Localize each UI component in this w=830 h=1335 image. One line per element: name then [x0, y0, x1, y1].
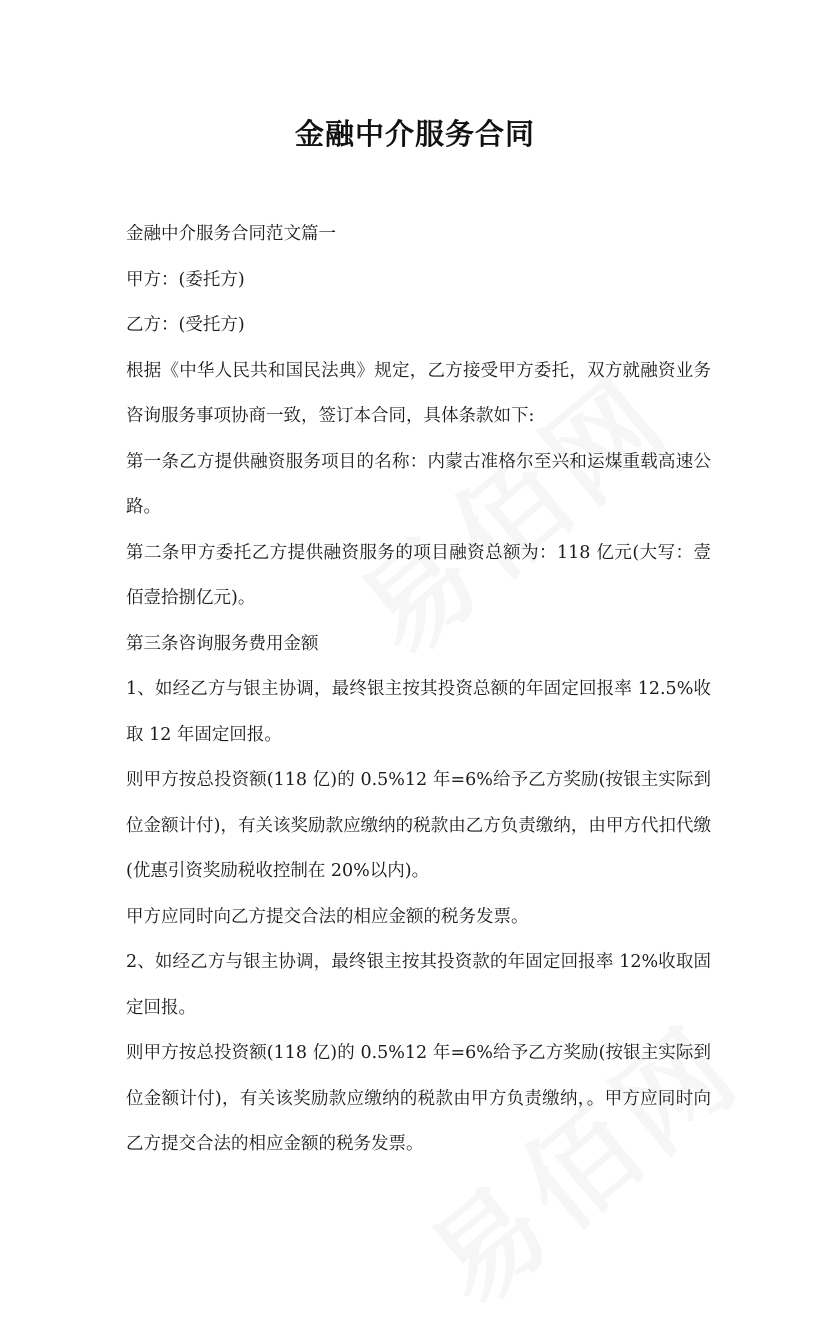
paragraph-article-3: 第三条咨询服务费用金额: [126, 633, 319, 654]
paragraph-clause-2-detail: 则甲方按总投资额(118 亿)的 0.5%12 年=6%给予乙方奖励(按银主实际到位金额计付)，有关该奖励款应缴纳的税款由甲方负责缴纳，。甲方应同时向乙方提交合法的相应金额的税务发票。: [126, 1043, 711, 1154]
paragraph-heading: 金融中介服务合同范文篇一: [126, 224, 336, 244]
paragraph-clause-1: 1、如经乙方与银主协调，最终银主按其投资总额的年固定回报率 12.5%收取 12 年固定回报。: [126, 679, 711, 745]
paragraph-party-b: 乙方：(受托方): [126, 315, 245, 335]
paragraph-article-1: 第一条乙方提供融资服务项目的名称：内蒙古准格尔至兴和运煤重载高速公路。: [126, 451, 711, 517]
document-title: 金融中介服务合同: [294, 117, 535, 151]
paragraph-clause-2: 2、如经乙方与银主协调，最终银主按其投资款的年固定回报率 12%收取固定回报。: [126, 952, 711, 1018]
paragraph-clause-1-invoice: 甲方应同时向乙方提交合法的相应金额的税务发票。: [126, 906, 529, 927]
paragraph-article-2: 第二条甲方委托乙方提供融资服务的项目融资总额为：118 亿元(大写：壹佰壹拾捌亿元)。: [126, 542, 711, 608]
paragraph-party-a: 甲方：(委托方): [126, 269, 245, 290]
paragraph-preamble: 根据《中华人民共和国民法典》规定，乙方接受甲方委托，双方就融资业务咨询服务事项协商一致，签订本合同，具体条款如下:: [126, 360, 711, 426]
document-body: [126, 212, 711, 1168]
paragraph-clause-1-detail: 则甲方按总投资额(118 亿)的 0.5%12 年=6%给予乙方奖励(按银主实际到位金额计付)，有关该奖励款应缴纳的税款由乙方负责缴纳，由甲方代扣代缴(优惠引资奖励税收控制在 20%以内)。: [126, 770, 711, 881]
